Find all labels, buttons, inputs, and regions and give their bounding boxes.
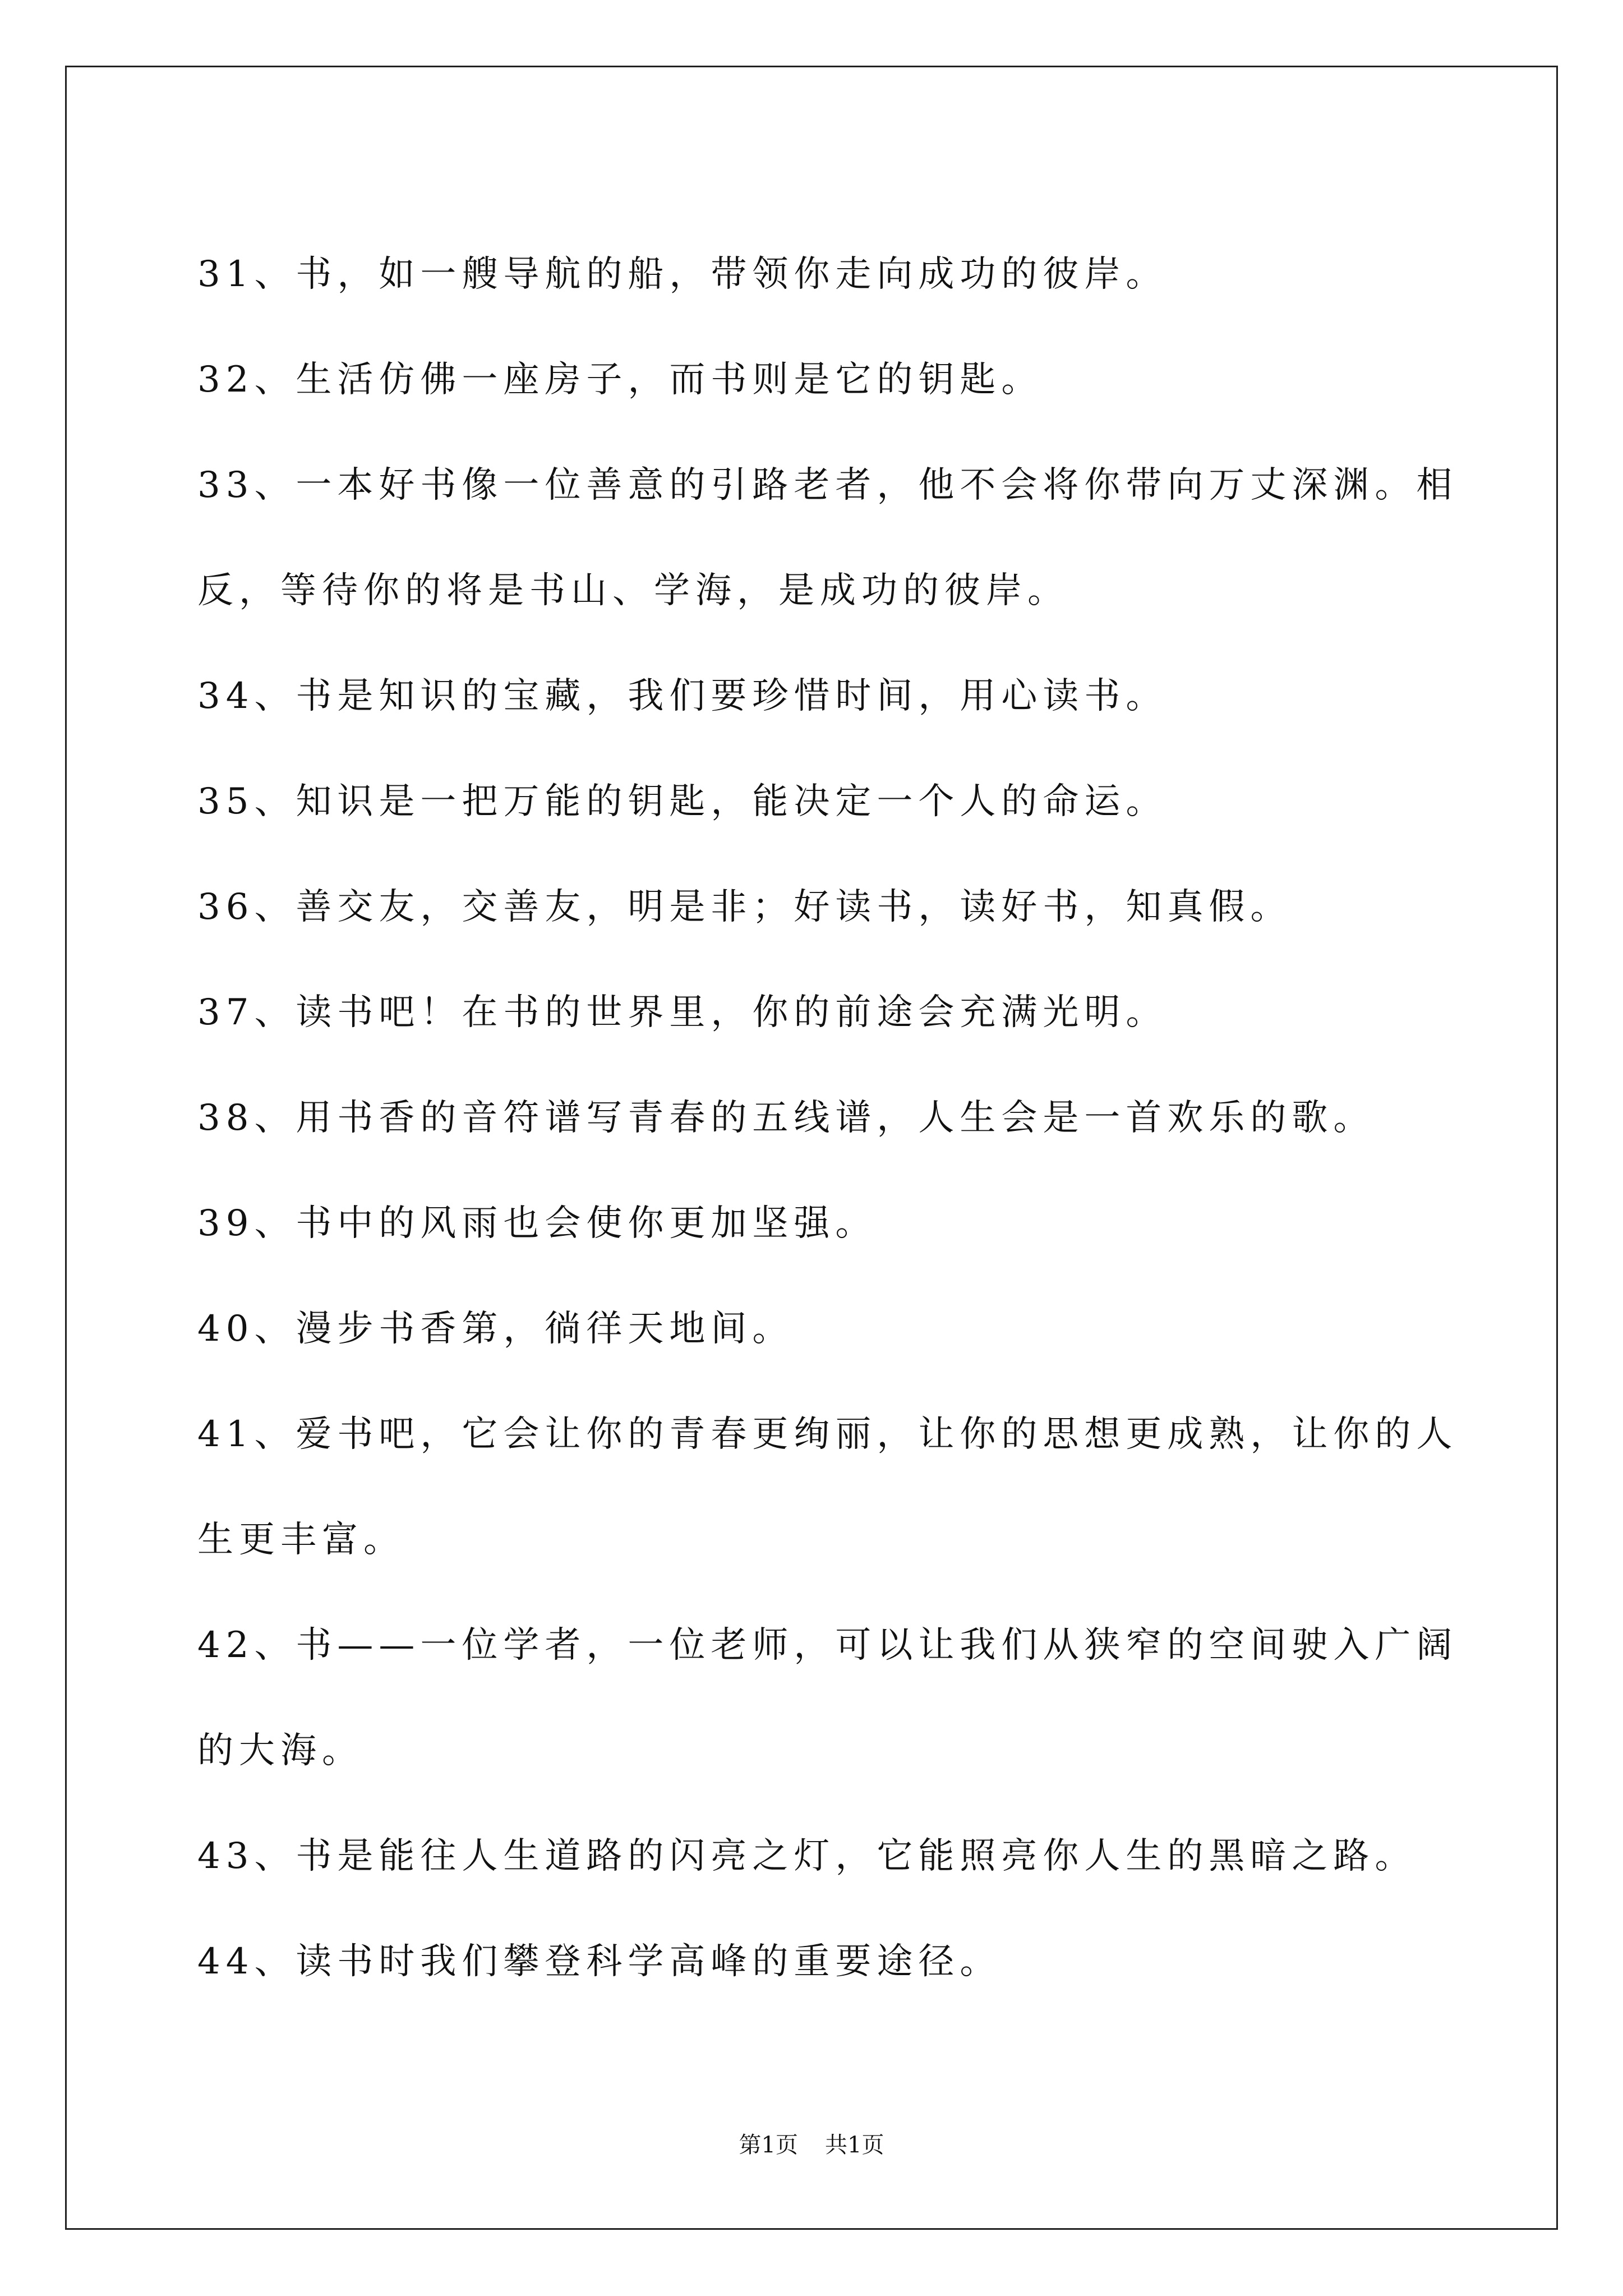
text-line: 37、读书吧！在书的世界里，你的前途会充满光明。 xyxy=(197,992,1168,1033)
page-total: 共1页 xyxy=(825,2132,884,2158)
text-line: 34、书是知识的宝藏，我们要珍惜时间，用心读书。 xyxy=(197,675,1168,717)
text-line: 38、用书香的音符谱写青春的五线谱，人生会是一首欢乐的歌。 xyxy=(197,1097,1375,1139)
text-line: 35、知识是一把万能的钥匙，能决定一个人的命运。 xyxy=(197,781,1168,822)
document-body xyxy=(197,222,1458,2014)
text-line: 31、书，如一艘导航的船，带领你走向成功的彼岸。 xyxy=(197,254,1168,295)
text-line: 44、读书时我们攀登科学高峰的重要途径。 xyxy=(197,1941,1002,1982)
page-footer xyxy=(0,2127,1623,2159)
text-line: 的大海。 xyxy=(197,1730,363,1772)
text-line: 40、漫步书香第，徜徉天地间。 xyxy=(197,1308,794,1350)
text-line: 42、书——一位学者，一位老师，可以让我们从狭窄的空间驶入广阔 xyxy=(197,1625,1458,1666)
text-line: 生更丰富。 xyxy=(197,1519,405,1561)
text-line: 43、书是能往人生道路的闪亮之灯，它能照亮你人生的黑暗之路。 xyxy=(197,1835,1417,1877)
text-line: 33、一本好书像一位善意的引路老者，他不会将你带向万丈深渊。相 xyxy=(197,464,1458,506)
page-number: 第1页 xyxy=(739,2132,798,2158)
text-line: 反，等待你的将是书山、学海，是成功的彼岸。 xyxy=(197,570,1069,611)
text-line: 32、生活仿佛一座房子，而书则是它的钥匙。 xyxy=(197,359,1043,401)
text-line: 39、书中的风雨也会使你更加坚强。 xyxy=(197,1203,877,1244)
text-line: 41、爱书吧，它会让你的青春更绚丽，让你的思想更成熟，让你的人 xyxy=(197,1414,1458,1455)
text-line: 36、善交友，交善友，明是非；好读书，读好书，知真假。 xyxy=(197,886,1292,928)
